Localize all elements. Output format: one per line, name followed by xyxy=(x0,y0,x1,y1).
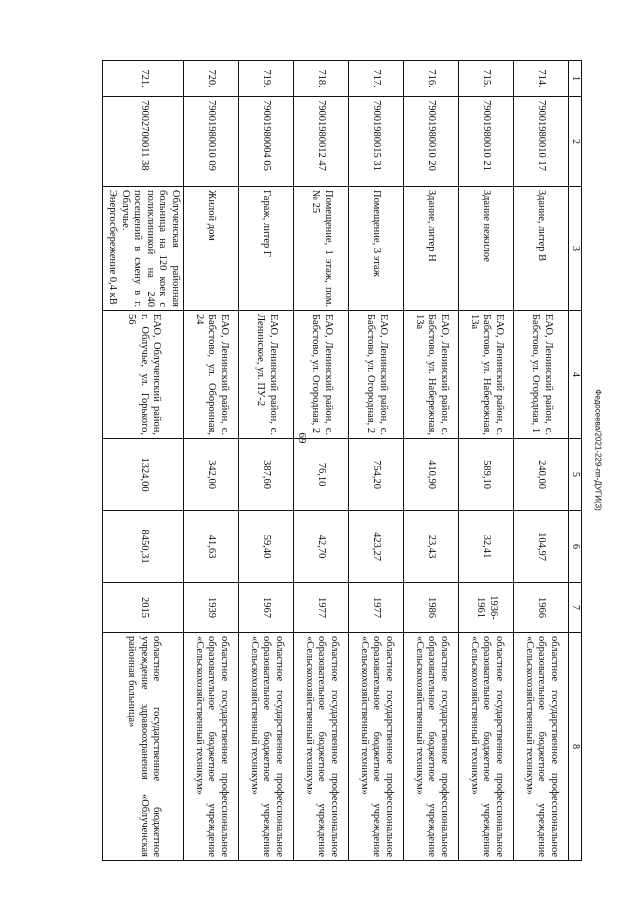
header-cell: 7 xyxy=(569,583,582,633)
cadastral-number: 79001980012 47 xyxy=(294,97,349,187)
row-number: 719. xyxy=(239,61,294,97)
object-name: Помещение, 3 этаж xyxy=(349,187,404,311)
area-value: 240,00 xyxy=(514,439,569,511)
area-value: 76,10 xyxy=(294,439,349,511)
header-cell: 2 xyxy=(569,97,582,187)
area-value: 410,90 xyxy=(404,439,459,511)
table-row xyxy=(103,61,184,861)
holder-name: областное государственное профессиональное образовательное бюджетное учреждение «Сельскохозяйственный техникум» xyxy=(239,633,294,861)
row-number: 721. xyxy=(103,61,184,97)
object-address: ЕАО, Облученский район, г. Облучье, ул. Горького, 56 xyxy=(103,311,184,439)
cadastral-number: 79002700011 38 xyxy=(103,97,184,187)
header-cell: 8 xyxy=(569,633,582,861)
object-address: ЕАО, Ленинский район, с. Ленинское, ул. ПУ-2 xyxy=(239,311,294,439)
cadastral-number: 79001980010 21 xyxy=(459,97,514,187)
object-address: ЕАО, Ленинский район, с. Бабстово, ул. Огородная, 1 xyxy=(514,311,569,439)
header-cell: 5 xyxy=(569,439,582,511)
cost-value: 42,70 xyxy=(294,511,349,583)
cadastral-number: 79001980015 31 xyxy=(349,97,404,187)
year-value: 1986 xyxy=(404,583,459,633)
table-row xyxy=(459,61,514,861)
year-value: 1977 xyxy=(349,583,404,633)
year-value: 2015 xyxy=(103,583,184,633)
page-number: 69 xyxy=(296,432,308,444)
header-cell: 3 xyxy=(569,187,582,311)
row-number: 714. xyxy=(514,61,569,97)
area-value: 589,10 xyxy=(459,439,514,511)
table-row xyxy=(294,61,349,861)
object-address: ЕАО, Ленинский район, с. Бабстово, ул. Набережная, 13а xyxy=(459,311,514,439)
object-address: ЕАО, Ленинский район, с. Бабстово, ул. Набережная, 13а xyxy=(404,311,459,439)
header-cell: 1 xyxy=(569,61,582,97)
area-value: 1324,00 xyxy=(103,439,184,511)
object-name: Жилой дом xyxy=(184,187,239,311)
property-table-wrapper xyxy=(98,60,582,860)
cost-value: 59,40 xyxy=(239,511,294,583)
object-name: Гараж, литер Г xyxy=(239,187,294,311)
holder-name: областное государственное профессиональное образовательное бюджетное учреждение «Сельскохозяйственный техникум» xyxy=(349,633,404,861)
year-value: 1977 xyxy=(294,583,349,633)
object-address: ЕАО, Ленинский район, с. Бабстово, ул. Огородная, 2 xyxy=(294,311,349,439)
row-number: 717. xyxy=(349,61,404,97)
object-name: Здание, литер В xyxy=(514,187,569,311)
document-footer: Федосеева/2021-229-пп-ДУГИ(3) xyxy=(593,389,603,511)
object-name: Помещение, 1 этаж, пом. № 25 xyxy=(294,187,349,311)
object-name: Облученская районная больница на 120 коек с поликлиникой на 240 посещений в смену в г. Облучье. Энергосбережение 0,4 кВ xyxy=(103,187,184,311)
header-cell: 6 xyxy=(569,511,582,583)
holder-name: областное государственное бюджетное учреждение здравоохранения «Облученская районная больница» xyxy=(103,633,184,861)
cost-value: 23,43 xyxy=(404,511,459,583)
cadastral-number: 79001980004 05 xyxy=(239,97,294,187)
row-number: 720. xyxy=(184,61,239,97)
table-row xyxy=(349,61,404,861)
holder-name: областное государственное профессиональное образовательное бюджетное учреждение «Сельскохозяйственный техникум» xyxy=(404,633,459,861)
object-address: ЕАО, Ленинский район, с. Бабстово, ул. Огородная, 2 xyxy=(349,311,404,439)
year-value: 1939 xyxy=(184,583,239,633)
area-value: 387,60 xyxy=(239,439,294,511)
year-value: 1966 xyxy=(514,583,569,633)
cost-value: 32,41 xyxy=(459,511,514,583)
table-header-row xyxy=(569,61,582,861)
area-value: 342,00 xyxy=(184,439,239,511)
cost-value: 423,27 xyxy=(349,511,404,583)
cadastral-number: 79001980010 09 xyxy=(184,97,239,187)
area-value: 754,20 xyxy=(349,439,404,511)
year-value: 1936-1961 xyxy=(459,583,514,633)
property-table xyxy=(102,60,582,861)
row-number: 716. xyxy=(404,61,459,97)
holder-name: областное государственное профессиональное образовательное бюджетное учреждение «Сельскохозяйственный техникум» xyxy=(459,633,514,861)
object-name: Здание нежилое xyxy=(459,187,514,311)
holder-name: областное государственное профессиональное образовательное бюджетное учреждение «Сельскохозяйственный техникум» xyxy=(184,633,239,861)
holder-name: областное государственное профессиональное образовательное бюджетное учреждение «Сельскохозяйственный техникум» xyxy=(514,633,569,861)
row-number: 718. xyxy=(294,61,349,97)
object-address: ЕАО, Ленинский район, с. Бабстово, ул. Оборонная, 24 xyxy=(184,311,239,439)
object-name: Здание, литер Н xyxy=(404,187,459,311)
cost-value: 8450,31 xyxy=(103,511,184,583)
row-number: 715. xyxy=(459,61,514,97)
header-cell: 4 xyxy=(569,311,582,439)
table-row xyxy=(404,61,459,861)
cost-value: 41,63 xyxy=(184,511,239,583)
table-row xyxy=(239,61,294,861)
holder-name: областное государственное профессиональное образовательное бюджетное учреждение «Сельскохозяйственный техникум» xyxy=(294,633,349,861)
table-row xyxy=(184,61,239,861)
table-row xyxy=(514,61,569,861)
cost-value: 104,97 xyxy=(514,511,569,583)
year-value: 1967 xyxy=(239,583,294,633)
cadastral-number: 79001980010 20 xyxy=(404,97,459,187)
cadastral-number: 79001980010 17 xyxy=(514,97,569,187)
